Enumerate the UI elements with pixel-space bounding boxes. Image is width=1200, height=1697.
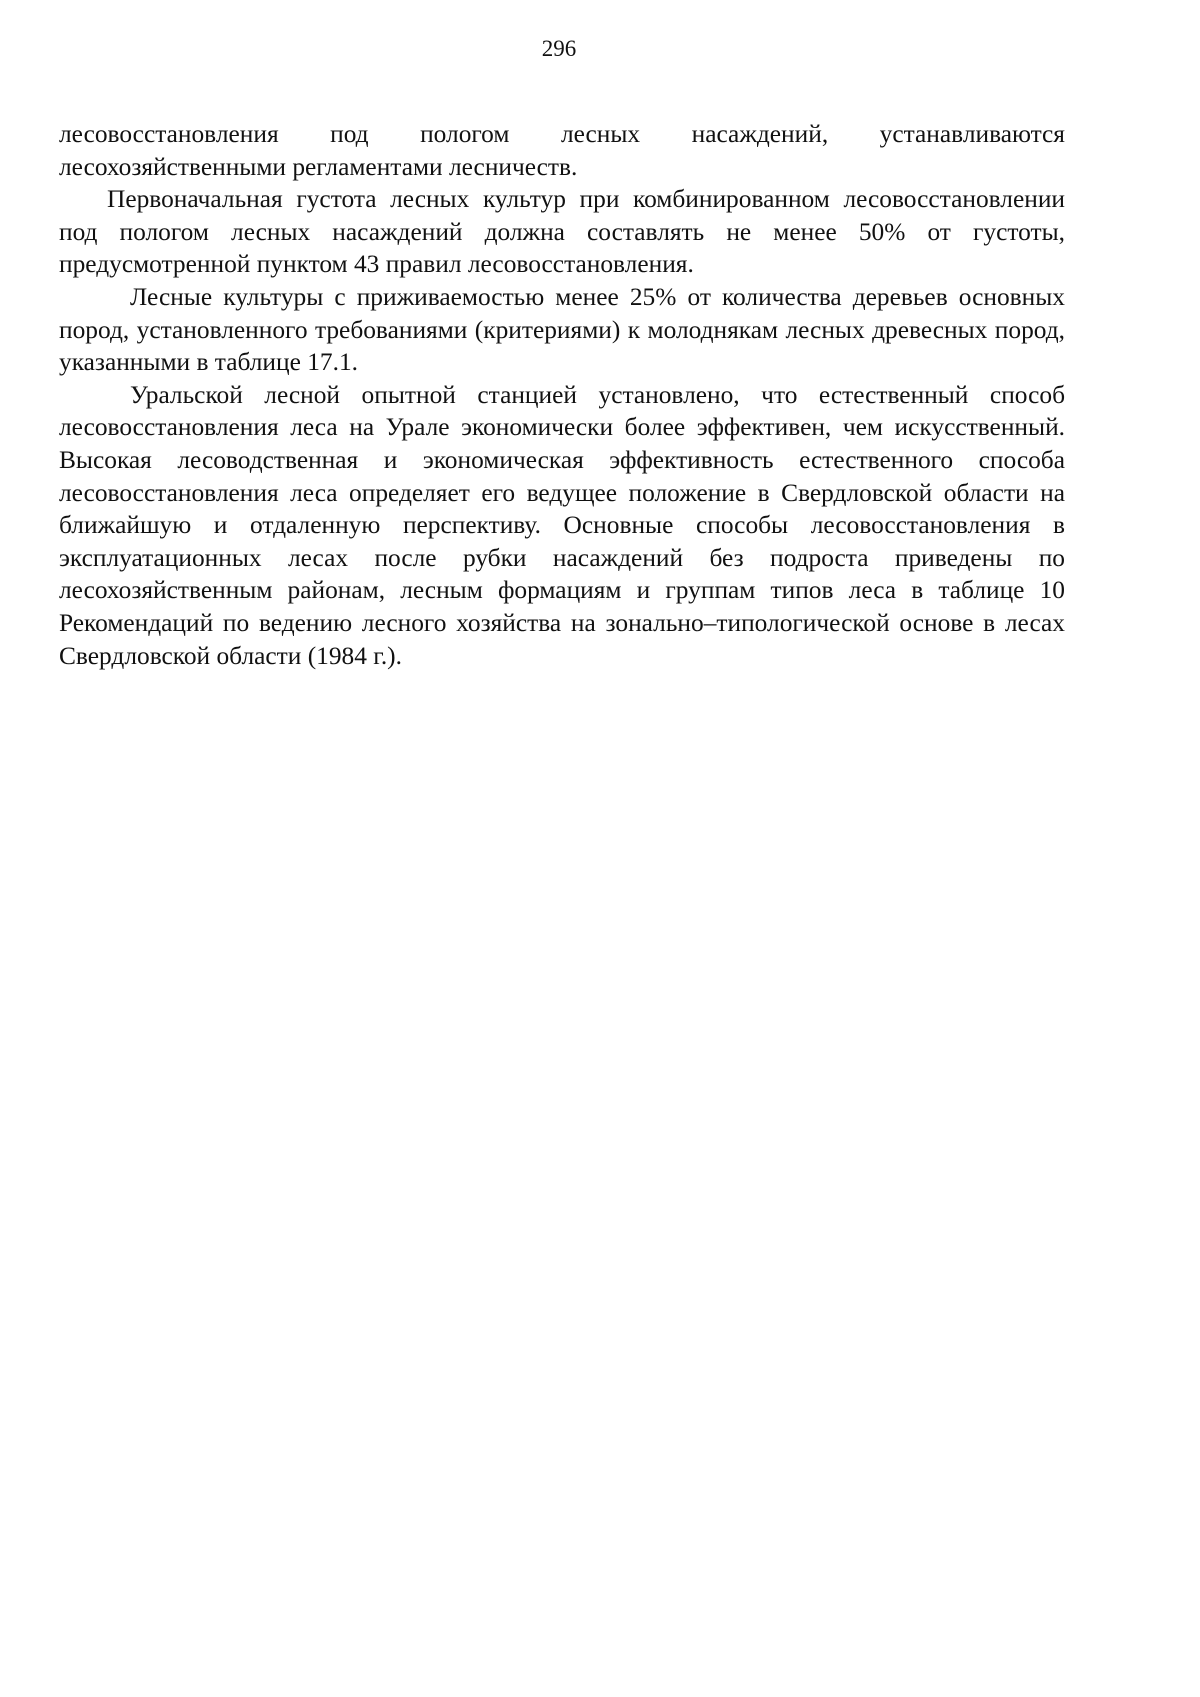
paragraph-initial-density: Первоначальная густота лесных культур при комбинированном лесовосстановлении под пологом лесных насаждений должна составлять не менее 50% от густоты, предусмотренной пунктом 43 правил лесовосстановления. [59, 185, 1065, 279]
paragraph-ural-station: Уральской лесной опытной станцией установлено, что естественный способ лесовосстановления леса на Урале экономически более эффективен, чем искусственный. Высокая лесоводственная и экономическая эффективность естественного способа лесовосстановления леса определяет его ведущее положение в Свердловской области на ближайшую и отдаленную перспективу. Основные способы лесовосстановления в эксплуатационных лесах после рубки насаждений без подроста приведены по лесохозяйственным районам, лесным формациям и группам типов леса в таблице 10 Рекомендаций по ведению лесного хозяйства на зонально–типологической основе в лесах Свердловской области (1984 г.). [59, 380, 1065, 670]
paragraph-continuation: лесовосстановления под пологом лесных насаждений, устанавливаются лесохозяйственными регламентами лесничеств. [59, 120, 1065, 181]
page-number: 296 [541, 36, 577, 61]
body-text [59, 118, 1065, 672]
paragraph-survival-rate: Лесные культуры с приживаемостью менее 25% от количества деревьев основных пород, установленного требованиями (критериями) к молоднякам лесных древесных пород, указанными в таблице 17.1. [59, 282, 1065, 377]
